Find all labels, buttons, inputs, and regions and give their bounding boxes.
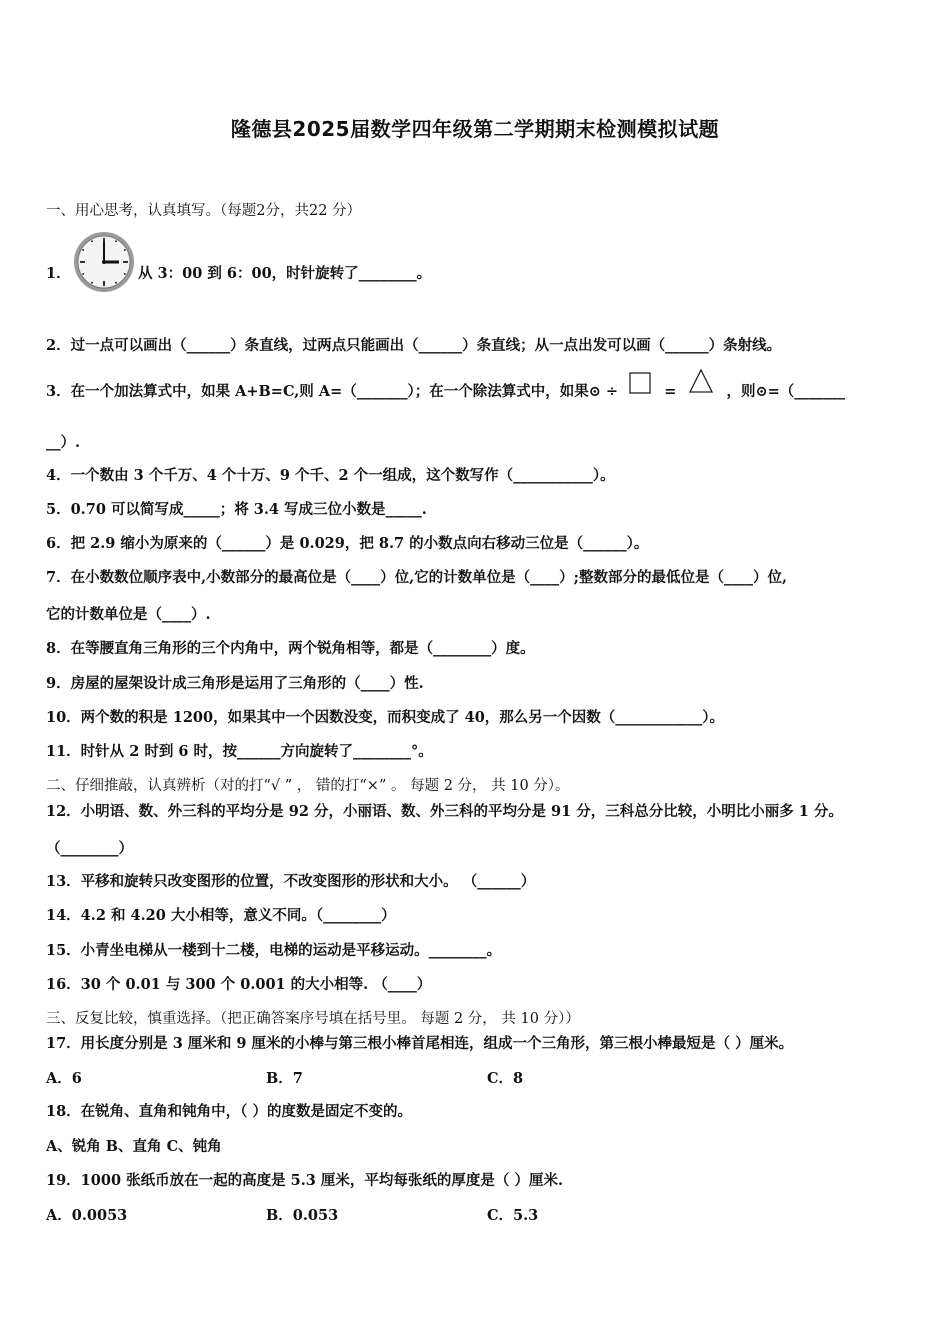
question-1-text: 从 3：00 到 6：00，时针旋转了________。	[138, 265, 432, 282]
question-6: 6．把 2.9 缩小为原来的（______）是 0.029，把 8.7 的小数点向右移动三位是（______）。	[46, 535, 649, 552]
question-5: 5．0.70 可以简写成_____；将 3.4 写成三位小数是_____.	[46, 501, 427, 518]
question-4: 4．一个数由 3 个千万、4 个十万、9 个千、2 个一组成，这个数写作（___________）。	[46, 467, 615, 484]
question-11: 11．时针从 2 时到 6 时，按______方向旋转了________°。	[46, 743, 433, 760]
question-17-option-b: B．7	[266, 1070, 303, 1087]
section-3-heading: 三、反复比较，慎重选择。（把正确答案序号填在括号里。 每题 2 分， 共 10 分））	[46, 1011, 580, 1027]
question-1-number: 1．	[46, 265, 71, 282]
question-9: 9．房屋的屋架设计成三角形是运用了三角形的（____）性.	[46, 675, 424, 692]
question-19-option-c: C．5.3	[487, 1207, 539, 1224]
question-7-line-1: 7．在小数数位顺序表中,小数部分的最高位是（____）位,它的计数单位是（____）;整数部分的最低位是（____）位,	[46, 569, 788, 586]
question-12-line-2: （________）	[46, 840, 133, 857]
question-3-part-a: 3．在一个加法算式中，如果 A+B=C,则 A=（_______）；在一个除法算式中，如果⊙ ÷	[46, 383, 619, 400]
question-3-line-1	[46, 382, 845, 402]
question-7-line-2: 它的计数单位是（____）.	[46, 606, 211, 623]
question-13: 13．平移和旋转只改变图形的位置，不改变图形的形状和大小。 （______）	[46, 873, 536, 890]
page-title: 隆德县2025届数学四年级第二学期期末检测模拟试题	[230, 117, 720, 141]
question-8: 8．在等腰直角三角形的三个内角中，两个锐角相等，都是（________）度。	[46, 640, 535, 657]
question-17-option-a: A．6	[46, 1070, 82, 1087]
question-3-equals: =	[664, 383, 677, 400]
question-3-part-b: ，则⊙=（_______	[726, 383, 846, 400]
question-19-option-a: A．0.0053	[46, 1207, 128, 1224]
question-18-options: A、锐角 B、直角 C、钝角	[46, 1138, 222, 1155]
question-19-option-b: B．0.053	[266, 1207, 339, 1224]
question-16: 16．30 个 0.01 与 300 个 0.001 的大小相等. （____）	[46, 976, 432, 993]
question-18: 18．在锐角、直角和钝角中，（ ）的度数是固定不变的。	[46, 1103, 412, 1120]
triangle-icon	[689, 369, 713, 393]
clock-icon	[72, 230, 136, 294]
question-19: 19．1000 张纸币放在一起的高度是 5.3 厘米，平均每张纸的厚度是（ ）厘米.	[46, 1172, 563, 1189]
section-2-heading: 二、仔细推敲，认真辨析（对的打“√ ” ， 错的打“×” 。 每题 2 分， 共 10 分）。	[46, 778, 570, 794]
question-10: 10．两个数的积是 1200，如果其中一个因数没变，而积变成了 40，那么另一个因数（____________）。	[46, 709, 725, 726]
question-14: 14．4.2 和 4.20 大小相等，意义不同。（________）	[46, 907, 396, 924]
question-3-line-2: __）.	[46, 434, 81, 451]
question-2: 2．过一点可以画出（______）条直线，过两点只能画出（______）条直线；从一点出发可以画（______）条射线。	[46, 337, 782, 354]
question-17: 17．用长度分别是 3 厘米和 9 厘米的小棒与第三根小棒首尾相连，组成一个三角形，第三根小棒最短是（ ）厘米。	[46, 1035, 794, 1052]
question-12-line-1: 12．小明语、数、外三科的平均分是 92 分，小丽语、数、外三科的平均分是 91 分，三科总分比较，小明比小丽多 1 分。	[46, 803, 843, 820]
section-1-heading: 一、用心思考，认真填写。（每题2分，共22 分）	[46, 203, 362, 219]
question-17-option-c: C．8	[487, 1070, 524, 1087]
question-15: 15．小青坐电梯从一楼到十二楼，电梯的运动是平移运动。________。	[46, 942, 502, 959]
square-icon	[629, 372, 651, 394]
